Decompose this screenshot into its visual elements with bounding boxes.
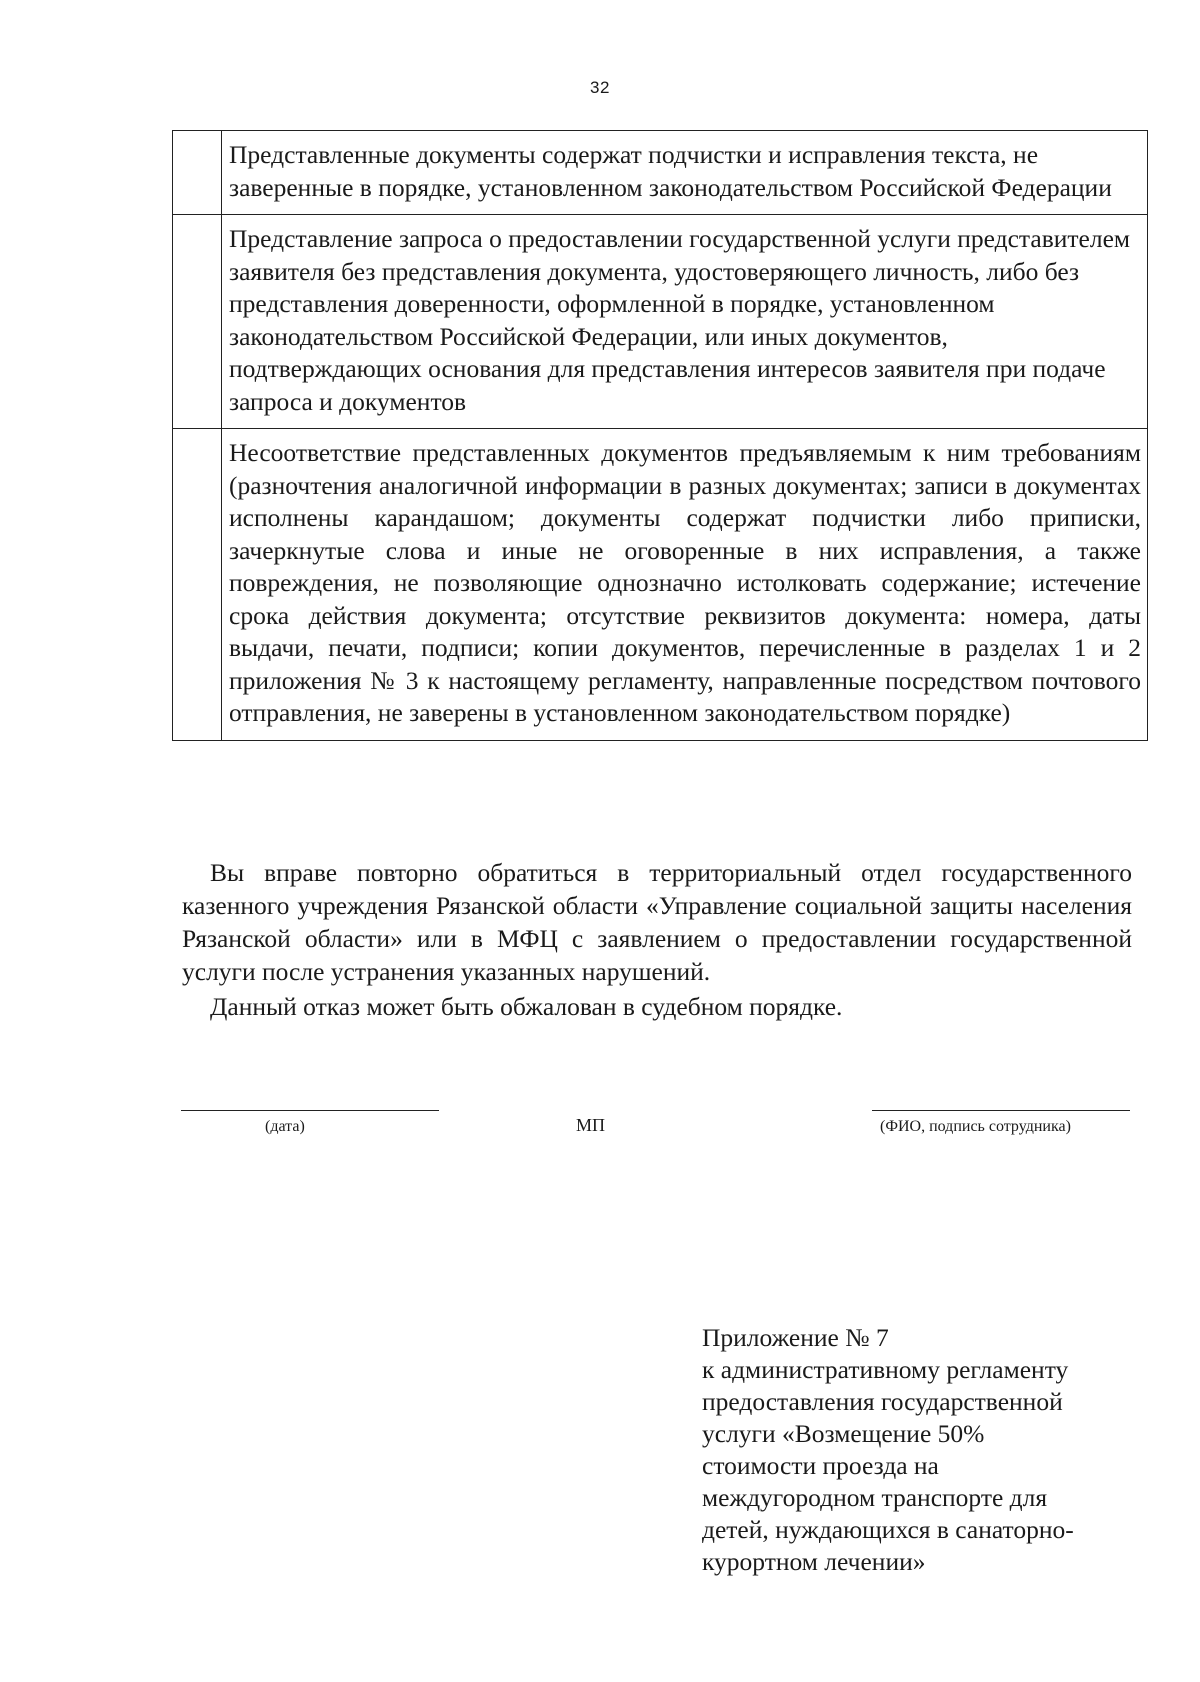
appendix-line: курортном лечении» [702,1547,926,1576]
reapply-paragraph: Вы вправе повторно обратиться в территориальный отдел государственного казенного учреждения Рязанской области «Управление социальной защиты населения Рязанской области» или в МФЦ с заявлением о предоставлении государственной услуги после устранения указанных нарушений. [182,858,1132,986]
row-number-cell [173,215,222,429]
appendix-line: детей, нуждающихся в санаторно- [702,1515,1074,1544]
refusal-reason-text: Несоответствие представленных документов предъявляемым к ним требованиям (разночтения аналогичной информации в разных документах; записи в документах исполнены карандашом; документы содержат подчистки либо приписки, зачеркнутые слова и иные не оговоренные в них исправления, а также повреждения, не позволяющие однозначно истолковать содержание; истечение срока действия документа; отсутствие реквизитов документа: номера, даты выдачи, печати, подписи; копии документов, перечисленные в разделах 1 и 2 приложения № 3 к настоящему регламенту, направленные посредством почтового отправления, не заверены в установленном законодательством порядке) [222,429,1148,741]
refusal-reason-text: Представление запроса о предоставлении государственной услуги представителем заявителя без представления документа, удостоверяющего личность, либо без представления доверенности, оформленной в порядке, установленном законодательством Российской Федерации, или иных документов, подтверждающих основания для представления интересов заявителя при подаче запроса и документов [222,215,1148,429]
appendix-line: стоимости проезда на [702,1451,939,1480]
date-signature-line [181,1110,439,1111]
appendix-line: услуги «Возмещение 50% [702,1419,985,1448]
appeal-paragraph: Данный отказ может быть обжалован в судебном порядке. [210,992,843,1021]
row-number-cell [173,131,222,215]
table-row [173,131,1148,215]
refusal-notice [182,856,1132,1023]
appendix-line: к административному регламенту [702,1355,1069,1384]
employee-signature-caption: (ФИО, подпись сотрудника) [880,1118,1071,1135]
appendix-header [702,1322,1142,1578]
stamp-caption: МП [576,1115,606,1135]
row-number-cell [173,429,222,741]
date-caption: (дата) [265,1118,305,1135]
employee-signature-line [872,1110,1130,1111]
appendix-line: Приложение № 7 [702,1323,889,1352]
page-number: 32 [590,78,610,97]
appendix-line: предоставления государственной [702,1387,1063,1416]
refusal-reason-text: Представленные документы содержат подчистки и исправления текста, не заверенные в порядке, установленном законодательством Российской Федерации [222,131,1148,215]
table-row [173,429,1148,741]
table-row [173,215,1148,429]
appendix-line: междугородном транспорте для [702,1483,1048,1512]
refusal-reasons-table [172,130,1148,741]
